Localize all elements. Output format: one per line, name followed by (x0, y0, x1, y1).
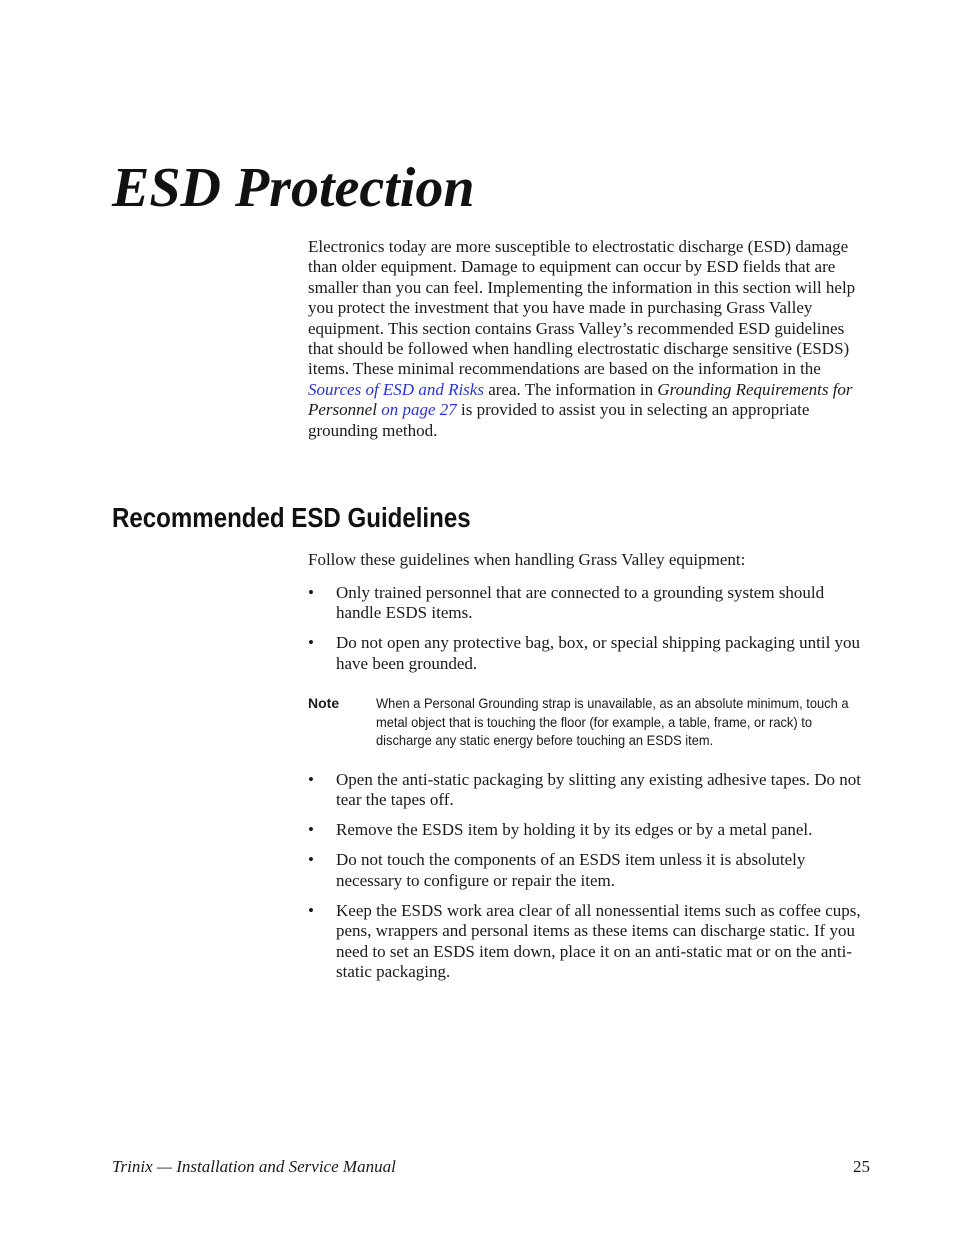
guideline-item: • Keep the ESDS work area clear of all nonessential items such as coffee cups, pens, wrappers and personal items as these items can discharge static. If you need to set an ESDS item down, place it on an anti-static mat or on the anti-static packaging. (308, 901, 868, 983)
intro-text-1: Electronics today are more susceptible to electrostatic discharge (ESD) damage than older equipment. Damage to equipment can occur by ESD fields that are smaller than you can feel. Implementing the information in this section will help you protect the investment that you have made in purchasing Grass Valley equipment. This section contains Grass Valley’s recommended ESD guidelines that should be followed when handling electrostatic discharge sensitive (ESDS) items. These minimal recommendations are based on the information in the (308, 237, 856, 379)
intro-text-3: is provided to assist you in selecting an appropriate grounding method. (308, 400, 810, 440)
guidelines-lead: Follow these guidelines when handling Grass Valley equipment: (308, 550, 746, 569)
page-27-link[interactable]: on page 27 (376, 400, 457, 420)
guideline-item: • Do not open any protective bag, box, or special shipping packaging until you have been grounded. (308, 633, 868, 674)
guideline-list-1 (308, 583, 868, 684)
note-block (308, 694, 868, 750)
footer-page-number: 25 (853, 1157, 870, 1176)
note-label: Note (308, 695, 340, 711)
intro-text-2: area. The information in (483, 379, 658, 399)
guideline-item: • Do not touch the components of an ESDS item unless it is absolutely necessary to configure or repair the item. (308, 850, 868, 891)
chapter-title: ESD Protection (112, 157, 475, 219)
sources-of-esd-link[interactable]: Sources of ESD and Risks (308, 379, 484, 399)
note-text: When a Personal Grounding strap is unavailable, as an absolute minimum, touch a metal object that is touching the floor (for example, a table, frame, or rack) to discharge any static energy before touching an ESDS item. (376, 695, 849, 748)
section-title: Recommended ESD Guidelines (112, 502, 471, 533)
guideline-item: • Only trained personnel that are connected to a grounding system should handle ESDS items. (308, 583, 868, 624)
guideline-item: • Remove the ESDS item by holding it by its edges or by a metal panel. (308, 820, 868, 840)
guideline-list-2 (308, 770, 868, 992)
guideline-item: • Open the anti-static packaging by slitting any existing adhesive tapes. Do not tear the tapes off. (308, 770, 868, 811)
intro-paragraph (308, 237, 868, 441)
page-footer (112, 1156, 870, 1178)
grounding-requirements-ref: Grounding Requirements for Personnel (308, 379, 853, 420)
footer-manual-title: Trinix — Installation and Service Manual (112, 1157, 396, 1176)
